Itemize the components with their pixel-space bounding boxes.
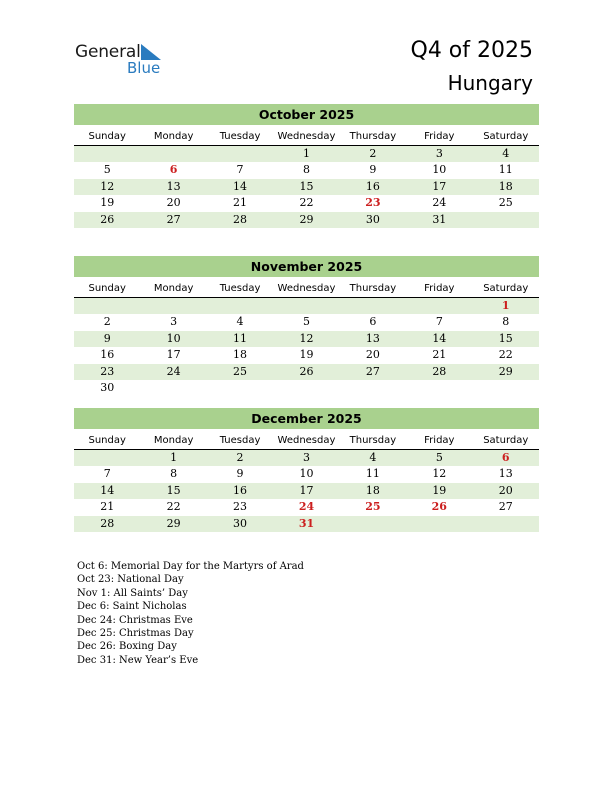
day-cell: 5	[435, 451, 443, 464]
weekday-header-row	[74, 280, 539, 298]
month-header: October 2025	[74, 104, 539, 125]
holiday-entry: Dec 6: Saint Nicholas	[77, 601, 187, 613]
month-header: December 2025	[74, 408, 539, 429]
day-cell: 14	[100, 483, 115, 497]
weekday-label: Saturday	[483, 283, 529, 294]
weekday-label: Tuesday	[219, 435, 261, 446]
day-cell: 8	[502, 315, 510, 329]
month-december	[74, 408, 539, 532]
week-row	[74, 212, 539, 228]
day-cell	[406, 298, 472, 314]
day-cell	[207, 380, 273, 396]
country-name: Hungary	[447, 71, 533, 95]
day-cell: 4	[369, 451, 377, 464]
holiday-day-cell: 6	[169, 163, 178, 177]
weekday-label: Friday	[424, 435, 455, 446]
week-row	[74, 466, 539, 482]
day-cell: 16	[365, 179, 380, 193]
day-cell: 9	[369, 163, 377, 177]
day-cell: 18	[498, 179, 513, 193]
day-cell: 10	[432, 163, 447, 177]
holiday-list	[77, 560, 304, 667]
weekday-label: Monday	[153, 435, 194, 446]
day-cell: 25	[498, 196, 513, 210]
weekday-label: Friday	[424, 283, 455, 294]
day-cell: 29	[299, 212, 314, 226]
day-cell: 4	[502, 147, 510, 160]
day-cell: 30	[100, 380, 115, 394]
day-cell: 20	[365, 348, 380, 362]
day-cell: 4	[236, 315, 244, 329]
day-cell: 27	[166, 212, 181, 226]
day-cell: 12	[432, 467, 447, 481]
weekday-label: Wednesday	[277, 283, 336, 294]
day-cell: 13	[365, 331, 380, 345]
logo-triangle-icon	[141, 44, 161, 60]
weekday-label: Saturday	[483, 131, 529, 142]
day-cell	[273, 298, 339, 314]
holiday-entry: Dec 26: Boxing Day	[77, 641, 177, 653]
day-cell	[406, 380, 472, 396]
day-cell: 1	[302, 147, 310, 160]
weekday-label: Monday	[153, 131, 194, 142]
day-cell: 11	[233, 331, 248, 345]
day-cell	[140, 146, 206, 162]
day-cell: 22	[498, 348, 513, 362]
holiday-day-cell: 23	[365, 196, 381, 210]
day-cell: 12	[299, 331, 314, 345]
day-cell	[473, 212, 539, 228]
day-cell: 21	[233, 196, 248, 210]
day-cell: 23	[233, 500, 248, 514]
day-cell: 2	[236, 451, 244, 464]
day-cell: 26	[299, 364, 314, 378]
day-cell: 14	[432, 331, 447, 345]
weekday-label: Thursday	[349, 131, 397, 142]
day-cell	[340, 380, 406, 396]
day-cell: 11	[498, 163, 513, 177]
day-cell: 22	[299, 196, 314, 210]
day-cell: 11	[365, 467, 380, 481]
week-row	[74, 347, 539, 363]
day-cell: 16	[100, 348, 115, 362]
day-cell: 27	[498, 500, 513, 514]
holiday-day-cell: 25	[365, 500, 381, 514]
day-cell: 23	[100, 364, 115, 378]
day-cell	[406, 516, 472, 532]
day-cell: 18	[233, 348, 248, 362]
day-cell: 15	[299, 179, 314, 193]
day-cell: 28	[432, 364, 447, 378]
day-cell: 9	[236, 467, 244, 481]
day-cell: 21	[432, 348, 447, 362]
day-cell: 17	[432, 179, 447, 193]
day-cell: 27	[365, 364, 380, 378]
day-cell: 15	[166, 483, 181, 497]
day-cell: 31	[432, 212, 447, 226]
day-cell: 5	[302, 315, 310, 329]
day-cell: 24	[432, 196, 447, 210]
day-cell: 14	[233, 179, 248, 193]
week-row	[74, 380, 539, 396]
day-cell: 7	[103, 467, 111, 481]
day-cell	[473, 380, 539, 396]
day-cell: 2	[369, 147, 377, 160]
week-row	[74, 179, 539, 195]
day-cell	[74, 450, 140, 466]
holiday-entry: Nov 1: All Saints’ Day	[77, 587, 188, 599]
day-cell: 7	[435, 315, 443, 329]
day-cell: 10	[166, 331, 181, 345]
weekday-label: Monday	[153, 283, 194, 294]
day-cell: 25	[233, 364, 248, 378]
weekday-label: Tuesday	[219, 131, 261, 142]
weekday-label: Thursday	[349, 283, 397, 294]
day-cell: 20	[498, 483, 513, 497]
day-cell: 19	[100, 196, 115, 210]
holiday-day-cell: 24	[298, 500, 315, 514]
day-cell: 21	[100, 500, 115, 514]
day-cell: 29	[498, 364, 513, 378]
day-cell: 24	[166, 364, 181, 378]
page-title: Q4 of 2025	[410, 38, 533, 63]
holiday-day-cell: 1	[501, 299, 510, 312]
day-cell: 10	[299, 467, 314, 481]
day-cell: 3	[170, 315, 178, 329]
weekday-header-row	[74, 432, 539, 450]
month-october	[74, 104, 539, 228]
week-row	[74, 499, 539, 515]
weekday-label: Sunday	[88, 435, 126, 446]
day-cell: 28	[233, 212, 248, 226]
weekday-label: Saturday	[483, 435, 529, 446]
week-row	[74, 516, 539, 532]
weekday-label: Thursday	[349, 435, 397, 446]
day-cell: 28	[100, 516, 115, 530]
holiday-entry: Dec 24: Christmas Eve	[77, 614, 193, 626]
holiday-day-cell: 6	[501, 451, 510, 464]
day-cell	[74, 146, 140, 162]
day-cell	[74, 298, 140, 314]
day-cell: 7	[236, 163, 244, 177]
weekday-label: Wednesday	[277, 435, 336, 446]
logo-blue-text: Blue	[127, 59, 161, 77]
day-cell: 13	[166, 179, 181, 193]
holiday-entry: Oct 6: Memorial Day for the Martyrs of Arad	[77, 561, 304, 572]
day-cell: 8	[170, 467, 178, 481]
week-row	[74, 314, 539, 330]
day-cell: 19	[299, 348, 314, 362]
day-cell: 17	[166, 348, 181, 362]
day-cell: 13	[498, 467, 513, 481]
day-cell: 19	[432, 483, 447, 497]
week-row	[74, 331, 539, 347]
holiday-entry: Oct 23: National Day	[77, 574, 184, 586]
holiday-day-cell: 26	[431, 500, 447, 514]
day-cell: 16	[233, 483, 248, 497]
week-row	[74, 195, 539, 211]
day-cell	[207, 298, 273, 314]
day-cell: 8	[302, 163, 310, 177]
day-cell: 3	[435, 147, 443, 160]
holiday-day-cell: 31	[298, 516, 315, 530]
day-cell: 29	[166, 516, 181, 530]
day-cell: 26	[100, 212, 115, 226]
day-cell: 9	[103, 331, 111, 345]
day-cell: 5	[103, 163, 111, 177]
weekday-label: Friday	[424, 131, 455, 142]
weekday-label: Tuesday	[219, 283, 261, 294]
day-cell	[207, 146, 273, 162]
day-cell: 1	[170, 451, 178, 464]
week-row	[74, 450, 539, 466]
day-cell	[473, 516, 539, 532]
day-cell: 12	[100, 179, 115, 193]
day-cell: 6	[369, 315, 377, 329]
brand-logo	[75, 42, 175, 78]
day-cell: 17	[299, 483, 314, 497]
week-row	[74, 364, 539, 380]
day-cell	[273, 380, 339, 396]
day-cell: 3	[302, 451, 310, 464]
holiday-entry: Dec 25: Christmas Day	[77, 628, 194, 640]
week-row	[74, 162, 539, 178]
week-row	[74, 483, 539, 499]
week-row	[74, 146, 539, 162]
weekday-header-row	[74, 128, 539, 146]
logo-general-text: General	[75, 42, 141, 62]
month-header: November 2025	[74, 256, 539, 277]
day-cell	[140, 298, 206, 314]
week-row	[74, 298, 539, 314]
day-cell: 2	[103, 315, 111, 329]
day-cell	[140, 380, 206, 396]
day-cell: 15	[498, 331, 513, 345]
month-november	[74, 256, 539, 396]
day-cell: 18	[365, 483, 380, 497]
day-cell	[340, 516, 406, 532]
day-cell: 22	[166, 500, 181, 514]
day-cell: 30	[233, 516, 248, 530]
weekday-label: Sunday	[88, 283, 126, 294]
weekday-label: Wednesday	[277, 131, 336, 142]
weekday-label: Sunday	[88, 131, 126, 142]
day-cell	[340, 298, 406, 314]
day-cell: 20	[166, 196, 181, 210]
day-cell: 30	[365, 212, 380, 226]
holiday-entry: Dec 31: New Year’s Eve	[77, 654, 199, 666]
